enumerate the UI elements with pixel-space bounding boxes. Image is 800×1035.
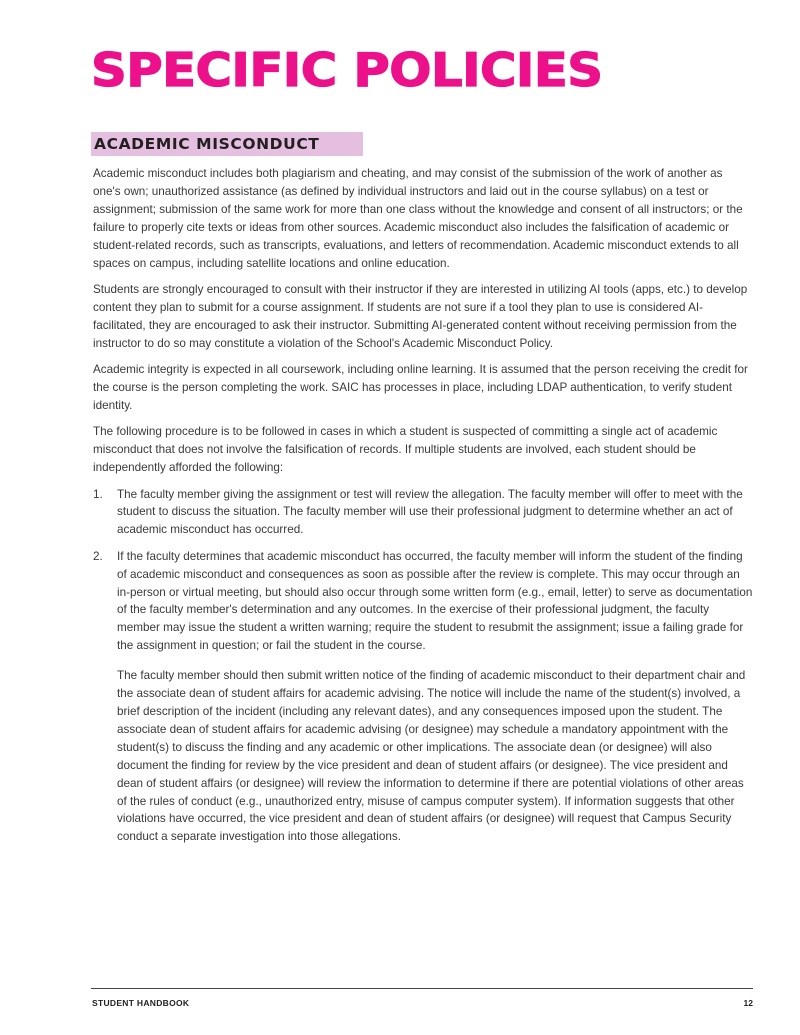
section-heading-highlight	[91, 132, 363, 156]
paragraph-definition: Academic misconduct includes both plagiarism and cheating, and may consist of the submission of the work of another as one's own; unauthorized assistance (as defined by individual instructors and laid out in the course syllabus) on a test or assignment; submission of the same work for more than one class without the knowledge and consent of all instructors; or the failure to properly cite texts or ideas from other sources. Academic misconduct also includes the falsification of academic or student-related records, such as transcripts, evaluations, and letters of recommendation. Academic misconduct extends to all spaces on campus, including satellite locations and online education.	[93, 167, 743, 270]
step-number: 2.	[93, 549, 103, 563]
paragraph-procedure-intro: The following procedure is to be followed in cases in which a student is suspected of committing a single act of academic misconduct that does not involve the falsification of records. If multiple students are involved, each student should be independently afforded the following:	[93, 425, 718, 475]
step-number: 1.	[93, 487, 103, 501]
procedure-step	[93, 486, 753, 540]
footer-page-number: 12	[743, 998, 753, 1008]
step-text: If the faculty determines that academic misconduct has occurred, the faculty member will inform the student of the finding of academic misconduct and consequences as soon as possible after the review is complete. This may occur through an in-person or virtual meeting, but should also occur through some written form (e.g., email, letter) to serve as documentation of the faculty member's determination and any outcomes. In the exercise of their professional judgment, the faculty member may issue the student a written warning; require the student to resubmit the assignment; issue a failing grade for the assignment in question; or fail the student in the course.	[117, 549, 753, 653]
footer-document-label: STUDENT HANDBOOK	[92, 998, 190, 1008]
section-body	[93, 165, 753, 855]
procedure-step	[93, 548, 753, 655]
paragraph-academic-integrity: Academic integrity is expected in all coursework, including online learning. It is assumed that the person receiving the credit for the course is the person completing the work. SAIC has processes in place, including LDAP authentication, to verify student identity.	[93, 363, 748, 412]
page-title: SPECIFIC POLICIES	[91, 43, 603, 97]
procedure-step-continuation: The faculty member should then submit written notice of the finding of academic misconduct to their department chair and the associate dean of student affairs for academic advising. The notice will include the name of the student(s) involved, a brief description of the incident (including any relevant dates), and any consequences imposed upon the student. The associate dean of student affairs for academic advising (or designee) may schedule a mandatory appointment with the student(s) to discuss the finding and any academic or other implications. The associate dean (or designee) will also document the finding for review by the vice president and dean of student affairs (or designee). The vice president and dean of student affairs (or designee) will review the information to determine if there are potential violations of other areas of the rules of conduct (e.g., unauthorized entry, misuse of campus computer system). If information suggests that other violations have occurred, the vice president and dean of student affairs (or designee) will request that Campus Security conduct a separate investigation into those allegations.	[117, 669, 746, 844]
procedure-list	[93, 486, 753, 656]
footer-divider	[91, 988, 753, 989]
step-text: The faculty member giving the assignment or test will review the allegation. The faculty member will offer to meet with the student to discuss the situation. The faculty member will use their professional judgment to determine whether an act of academic misconduct has occurred.	[117, 487, 743, 537]
paragraph-ai-tools: Students are strongly encouraged to consult with their instructor if they are interested in utilizing AI tools (apps, etc.) to develop content they plan to submit for a course assignment. If students are not sure if a tool they plan to use is considered AI-facilitated, they are encouraged to ask their instructor. Submitting AI-generated content without receiving permission from the instructor to do so may constitute a violation of the School's Academic Misconduct Policy.	[93, 282, 748, 350]
section-heading: ACADEMIC MISCONDUCT	[94, 135, 320, 153]
